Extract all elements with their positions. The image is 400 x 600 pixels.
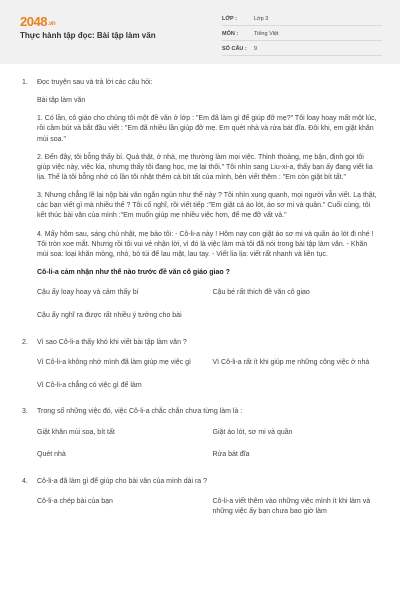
question-body [37,407,378,473]
story-title: Bài tập làm văn [37,97,86,105]
meta-value: 9 [254,45,258,52]
question-2 [22,338,378,404]
answer-options [37,288,378,334]
worksheet-header [0,0,400,64]
answer-option[interactable]: Giặt khăn mùi soa, bít tất [37,428,115,436]
meta-value: Tiếng Việt [254,30,279,37]
meta-key: MÔN : [222,30,239,37]
question-number: 3. [22,408,28,416]
question-body [37,338,378,404]
question-1 [22,78,378,334]
question-prompt: Cô-li-a đã làm gì để giúp cho bài văn của mình dài ra ? [37,478,208,486]
worksheet-meta [222,12,382,57]
answer-options [37,497,378,530]
answer-option[interactable]: Cô-li-a viết thêm vào những việc mình ít khi làm và những việc ấy bạn chưa bao giờ làm [212,498,371,516]
answer-option[interactable]: Cậu bé rất thích đề văn cô giao [212,289,310,297]
question-body [37,477,378,530]
answer-option[interactable]: Quét nhà [37,451,66,459]
answer-option[interactable]: Cô-li-a chép bài của bạn [37,498,113,506]
question-prompt: Đọc truyện sau và trả lời các câu hỏi: [37,79,153,86]
question-number: 2. [22,338,28,346]
answer-option[interactable]: Vì Cô-li-a chẳng có việc gì để làm [37,381,142,389]
question-number: 4. [22,478,28,486]
story-paragraph: 4. Mấy hôm sau, sáng chủ nhật, mẹ bảo tôi: - Cô-li-a này ! Hôm nay con giặt áo sơ mi và quần áo lót đi nhé ! Tôi tròn xoe mắt. Nhưng rồi tôi vui vẻ nhận lời, vì đó là việc làm mà tôi đã nói trong bài tập làm văn. - Khăn mùi soa: loại khăn mỏng, nhỏ, bỏ túi để lau mặt, lau tay. - Viết lia lịa: viết rất nhanh và liên tục. [37,230,374,258]
answer-option[interactable]: Vì Cô-li-a rất ít khi giúp mẹ những công việc ở nhà [212,358,370,366]
story-paragraph: 3. Nhưng chẳng lẽ lại nộp bài văn ngắn ngủn như thế này ? Tôi nhìn xung quanh, mọi người vẫn viết. Lạ thật, các bạn viết gì mà nhiều thế ? Tôi cố nghĩ, rồi viết tiếp :"Em giặt cả áo lót, áo sơ mi và quần." Cuối cùng, tôi kết thúc bài văn của mình :"Em muốn giúp mẹ nhiều việc hơn, để mẹ đỡ vất vả." [37,192,377,220]
meta-key: SỐ CÂU : [222,45,247,52]
story-paragraph: 2. Đến đây, tôi bỗng thấy bí. Quả thật, ở nhà, mẹ thường làm mọi việc. Thỉnh thoảng, mẹ bận, định gọi tôi giúp việc này, việc kia, nhưng thấy tôi đang học, mẹ lại thôi." Tôi nhìn sang Liu-xi-a, thấy bạn ấy đang viết lia lịa. Thế là tôi bỗng nhớ có lần tôi nhặt thêm cả bít tất của mình, bèn viết thêm : "Em còn giặt bít tất." [37,153,373,181]
answer-option[interactable]: Cậu ấy loay hoay và cảm thấy bí [37,289,139,297]
site-logo[interactable] [20,14,55,29]
question-prompt: Vì sao Cô-li-a thấy khó khi viết bài tập làm văn ? [37,338,187,346]
meta-key: LỚP : [222,15,237,22]
question-number: 1. [22,79,28,86]
question-4 [22,477,378,530]
answer-option[interactable]: Giặt áo lót, sơ mi và quần [212,428,293,436]
question-body [37,78,378,334]
meta-row-question-count [222,42,382,56]
answer-options [37,428,378,474]
meta-row-grade [222,12,382,26]
worksheet-content [22,78,378,534]
worksheet-title: Thực hành tập đọc: Bài tập làm văn [20,31,156,40]
answer-options [37,358,378,404]
answer-option[interactable]: Rửa bát đĩa [212,451,250,459]
answer-option[interactable]: Vì Cô-li-a không nhớ mình đã làm giúp mẹ việc gì [37,358,191,366]
answer-option[interactable]: Cậu ấy nghĩ ra được rất nhiều ý tưởng cho bài [37,311,182,319]
meta-value: Lớp 3 [254,15,269,22]
logo-text: 2048 [20,14,47,29]
question-prompt: Trong số những việc đó, việc Cô-li-a chắc chắn chưa từng làm là : [37,408,243,416]
meta-row-subject [222,27,382,41]
question-3 [22,407,378,473]
logo-suffix: .vn [47,21,56,27]
question-text: Cô-li-a cảm nhận như thế nào trước đề văn cô giáo giao ? [37,268,230,276]
story-paragraph: 1. Có lần, cô giáo cho chúng tôi một đề văn ở lớp : "Em đã làm gì để giúp đỡ mẹ?" Tôi loay hoay mất một lúc, rồi cầm bút và bắt đầu viết : "Em đã nhiều lần giúp đỡ mẹ. Em quét nhà và rửa bát đĩa. Đôi khi, em giặt khăn mùi soa." [37,115,377,143]
